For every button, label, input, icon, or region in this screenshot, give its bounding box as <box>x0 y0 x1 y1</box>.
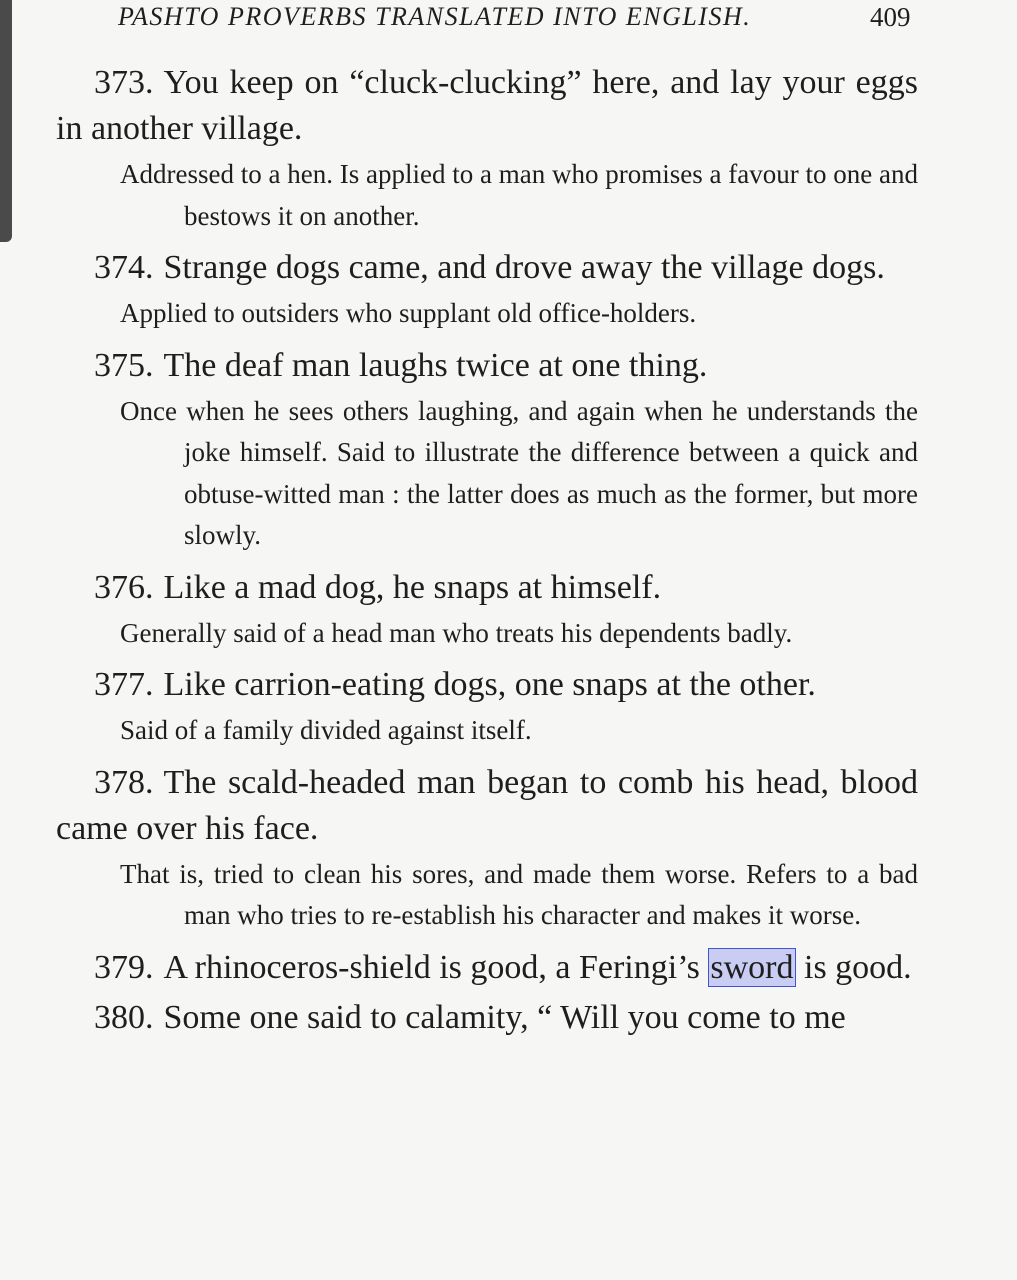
proverb-text[interactable] <box>56 60 918 152</box>
proverb-number: 380. <box>94 998 154 1036</box>
proverb-sentence: The deaf man laughs twice at one thing. <box>163 346 708 384</box>
proverb-text[interactable] <box>56 565 918 611</box>
proverb-377 <box>56 662 918 752</box>
proverb-sentence-end: is good. <box>804 948 912 986</box>
proverb-sentence: You keep on “cluck-clucking” here, and lay your eggs in another village. <box>56 64 918 147</box>
proverb-number: 379. <box>94 948 154 986</box>
proverb-sentence: The scald-headed man began to comb his head, blood came over his face. <box>56 763 918 847</box>
proverb-text[interactable] <box>56 945 918 991</box>
proverb-commentary[interactable]: That is, tried to clean his sores, and made them worse. Refers to a bad man who tries to re-establish his character and makes it worse. <box>120 858 918 930</box>
scrollbar-handle[interactable] <box>0 0 12 242</box>
proverb-number: 377. <box>94 666 154 703</box>
proverb-text[interactable] <box>56 245 918 291</box>
proverb-sentence: Like a mad dog, he snaps at himself. <box>163 568 662 606</box>
proverb-number: 378. <box>94 763 154 801</box>
proverb-sentence: Some one said to calamity, “ Will you come to me <box>163 998 846 1036</box>
selected-word-highlight[interactable]: sword <box>710 948 794 986</box>
proverb-text[interactable] <box>56 760 918 852</box>
proverb-text[interactable] <box>56 662 918 708</box>
proverb-commentary[interactable]: Once when he sees others laughing, and again when he understands the joke himself. Said to illustrate the difference between a quick and obtuse-witted man : the latter does as much as the former, but more slowly. <box>120 395 918 550</box>
page-number: 409 <box>870 2 911 32</box>
proverb-379 <box>56 945 918 991</box>
proverb-373 <box>56 60 918 237</box>
proverb-sentence-start: A rhinoceros-shield is good, a Feringi’s <box>163 948 700 986</box>
running-header <box>0 0 1017 34</box>
proverb-text[interactable] <box>56 995 918 1041</box>
proverb-sentence: Like carrion-eating dogs, one snaps at the other. <box>163 666 816 703</box>
proverb-commentary[interactable]: Applied to outsiders who supplant old office-holders. <box>120 298 697 328</box>
proverb-376 <box>56 565 918 655</box>
proverb-375 <box>56 343 918 557</box>
proverb-number: 373. <box>94 64 154 101</box>
proverb-sentence: Strange dogs came, and drove away the village dogs. <box>163 249 885 286</box>
proverb-text[interactable] <box>56 343 918 389</box>
proverb-374 <box>56 245 918 335</box>
proverb-380 <box>56 995 918 1041</box>
proverb-number: 376. <box>94 568 154 606</box>
proverb-number: 374. <box>94 249 154 286</box>
proverb-number: 375. <box>94 346 154 384</box>
proverb-378 <box>56 760 918 937</box>
page-body <box>56 60 918 1045</box>
proverb-commentary[interactable]: Generally said of a head man who treats his dependents badly. <box>120 617 793 648</box>
running-title: PASHTO PROVERBS TRANSLATED INTO ENGLISH. <box>118 2 752 31</box>
proverb-commentary[interactable]: Addressed to a hen. Is applied to a man who promises a favour to one and bestows it on another. <box>120 159 918 231</box>
proverb-commentary[interactable]: Said of a family divided against itself. <box>120 715 532 745</box>
